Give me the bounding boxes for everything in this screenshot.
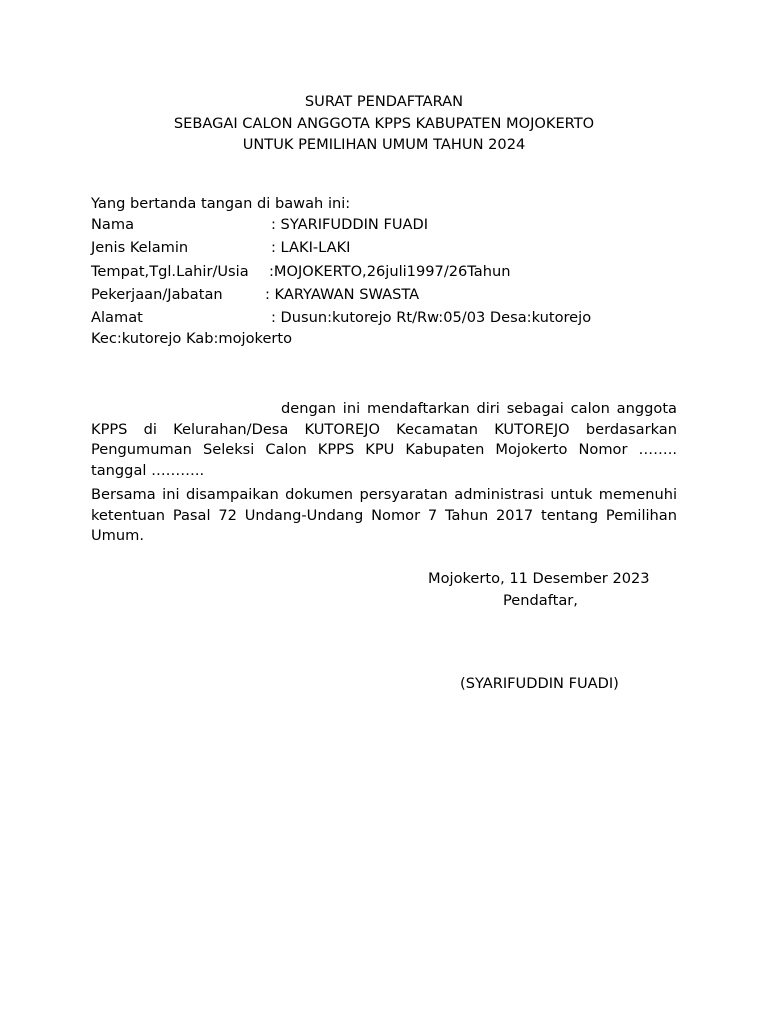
signature-role: Pendaftar, [503,592,578,609]
registration-paragraph: dengan ini mendaftarkan diri sebagai calon anggota KPPS di Kelurahan/Desa KUTOREJO Kecamatan KUTOREJO berdasarkan Pengumuman Seleksi Calon KPPS KPU Kabupaten Mojokerto Nomor …….. tanggal ……….. [91,400,677,479]
field-label: Jenis Kelamin [91,239,189,256]
field-label: Tempat,Tgl.Lahir/Usia [91,263,249,280]
field-label: Alamat [91,309,143,326]
signature-name: (SYARIFUDDIN FUADI) [460,675,619,692]
field-label: Pekerjaan/Jabatan [91,286,223,303]
field-value: : SYARIFUDDIN FUADI [271,216,429,233]
intro-text: Yang bertanda tangan di bawah ini: [91,195,351,212]
field-value: : Dusun:kutorejo Rt/Rw:05/03 Desa:kutorejo [271,309,592,326]
address-continuation: Kec:kutorejo Kab:mojokerto [91,330,293,347]
field-label: Nama [91,216,135,233]
title-line-2: SEBAGAI CALON ANGGOTA KPPS KABUPATEN MOJOKERTO [173,115,595,132]
title-line-3: UNTUK PEMILIHAN UMUM TAHUN 2024 [242,136,526,153]
documents-paragraph: Bersama ini disampaikan dokumen persyaratan administrasi untuk memenuhi ketentuan Pasal 72 Undang-Undang Nomor 7 Tahun 2017 tentang Pemilihan Umum. [91,486,677,545]
signature-place-date: Mojokerto, 11 Desember 2023 [428,570,650,587]
field-value: : LAKI-LAKI [271,239,351,256]
title-line-1: SURAT PENDAFTARAN [304,93,464,110]
field-value: : KARYAWAN SWASTA [265,286,420,303]
field-value: :MOJOKERTO,26juli1997/26Tahun [269,263,511,280]
